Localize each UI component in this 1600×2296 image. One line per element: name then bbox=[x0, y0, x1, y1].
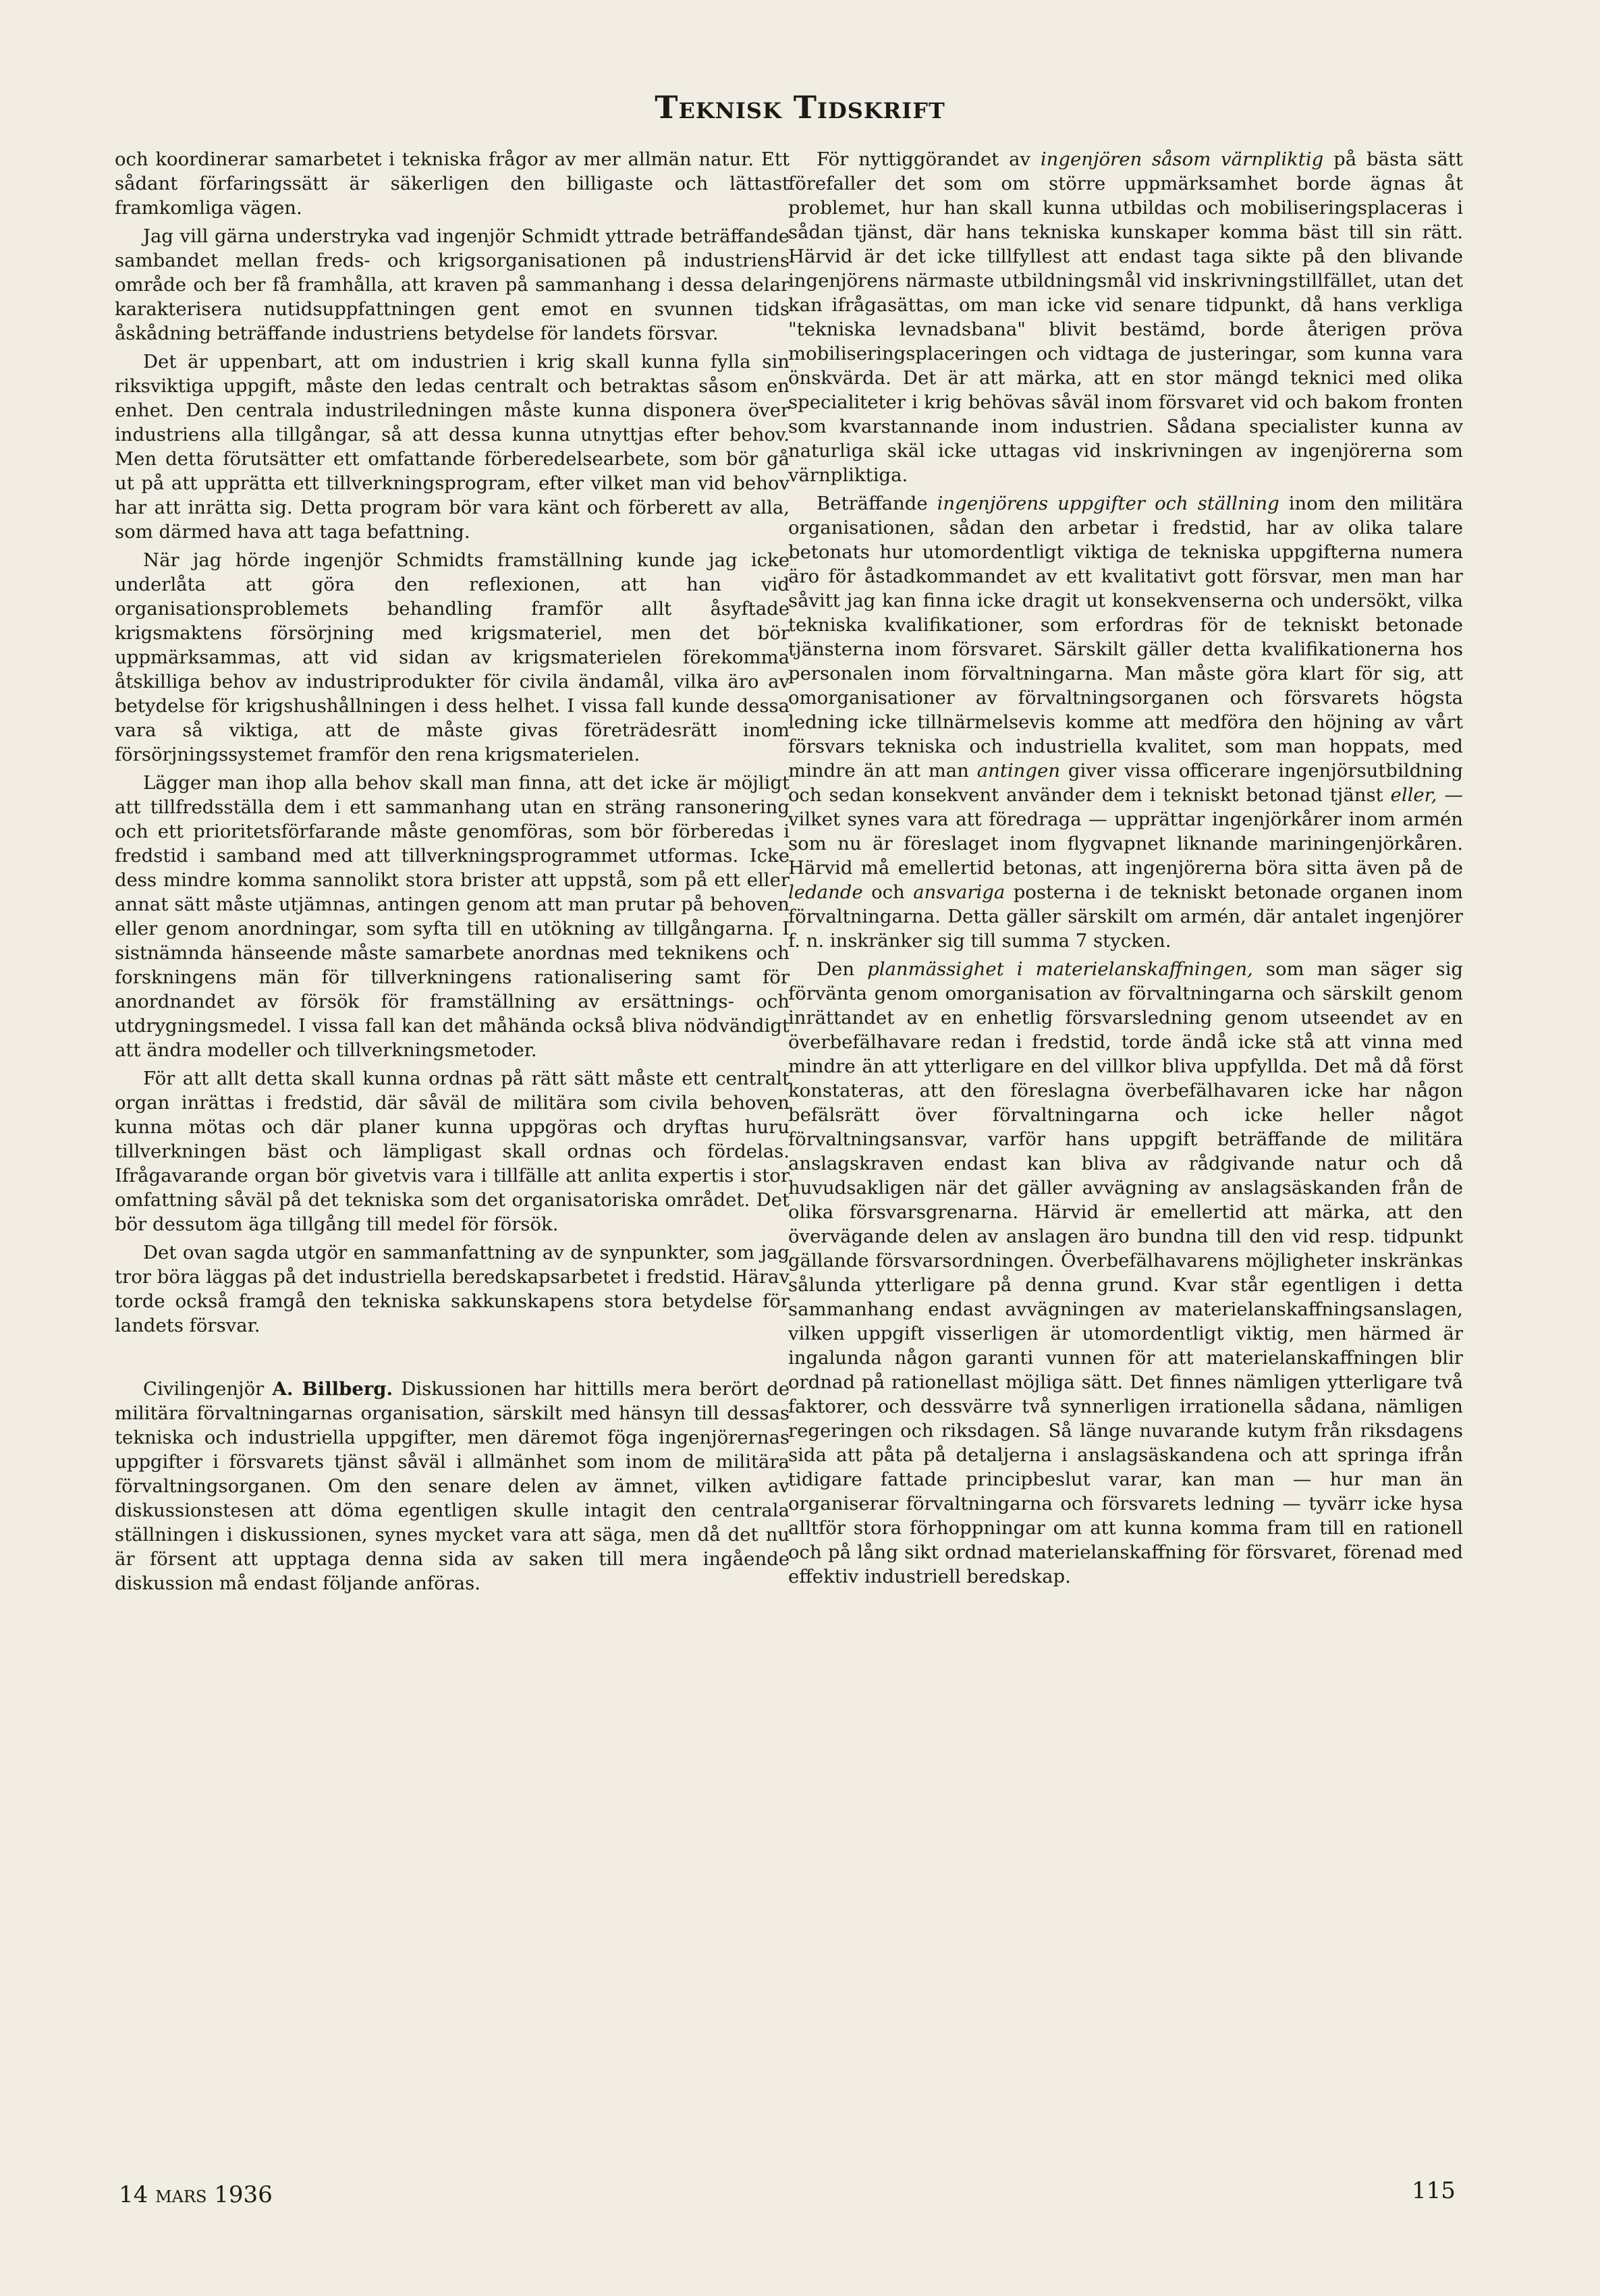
emphasis: eller, bbox=[1390, 784, 1437, 806]
text: För nyttiggörandet av bbox=[817, 148, 1031, 170]
right-column bbox=[788, 147, 1463, 1593]
paragraph: Jag vill gärna understryka vad ingenjör Schmidt yttrade beträffande sambandet mellan freds- och krigsorganisationen på industriens område och ber få framhålla, att kraven på sammanhang i dessa delar karakterisera nutidsuppfattningen gent emot en svunnen tids åskådning beträffande industriens betydelse för landets försvar. bbox=[115, 225, 790, 344]
text: posterna i de tekniskt betonade organen inom förvaltningarna. Detta gäller särskilt om armén, där antalet ingenjörer f. n. inskränker sig till summa 7 stycken. bbox=[788, 881, 1464, 952]
paragraph bbox=[788, 147, 1463, 487]
emphasis: ansvariga bbox=[913, 881, 1005, 903]
emphasis: antingen bbox=[976, 760, 1060, 782]
speaker-name: A. Billberg. bbox=[272, 1378, 393, 1400]
paragraph: Det är uppenbart, att om industrien i krig skall kunna fylla sin riksviktiga uppgift, måste den ledas centralt och betraktas såsom en enhet. Den centrala industriledningen måste kunna disponera över industriens alla tillgångar, så att dessa kunna utnyttjas efter behov. Men detta förutsätter ett omfattande förberedelsearbete, som bör gå ut på att upprätta ett tillverkningsprogram, efter vilket man vid behov har att inrätta sig. Detta program bör vara känt och förberett av alla, som därmed hava att taga befattning. bbox=[115, 351, 790, 543]
paragraph: När jag hörde ingenjör Schmidts framställning kunde jag icke underlåta att göra den reflexionen, att han vid organisationsproblemets behandling framför allt åsyftade krigsmaktens försörjning med krigsmateriel, men det bör uppmärksammas, att vid sidan av krigsmaterielen förekomma åtskilliga behov av industriprodukter för civila ändamål, vilka äro av betydelse för krigshushållningen i dess helhet. I vissa fall kunde dessa vara så viktiga, att de måste givas företrädesrätt inom försörjningssystemet framför den rena krigsmaterielen. bbox=[115, 549, 790, 765]
page-number: 115 bbox=[1412, 2177, 1456, 2204]
paragraph bbox=[788, 957, 1463, 1589]
emphasis: ledande bbox=[788, 881, 863, 903]
text: — vilket synes vara att föredraga — upprättar ingenjörkårer inom armén som nu är föreslaget inom flygvapnet liknande mariningenjörkåren. Härvid må emellertid betonas, att ingenjörerna böra sitta även på de bbox=[788, 784, 1463, 879]
journal-masthead: Teknisk Tidskrift bbox=[655, 89, 945, 126]
emphasis: ingenjörens uppgifter och ställning bbox=[937, 493, 1279, 514]
paragraph bbox=[788, 491, 1463, 953]
issue-date: 14 mars 1936 bbox=[119, 2181, 273, 2208]
text: som man säger sig förvänta genom omorganisation av förvaltningarna och särskilt genom inrättandet av en enhetlig försvarsledning genom utseendet av en överbefälhavare redan i fredstid, torde ändå icke stå att vinna med mindre än att ytterligare en del villkor bliva uppfyllda. Det må då först konstateras, att den föreslagna överbefälhavaren icke har någon befälsrätt över förvaltningarna och icke heller något förvaltningsansvar, varför hans uppgift beträffande de militära anslagskraven endast kan bliva av rådgivande natur och då huvudsakligen när det gäller avvägning av anslagsäskanden från de olika försvarsgrenarna. Härvid är emellertid att märka, att den övervägande delen av anslagen äro bundna till den vid resp. tidpunkt gällande försvarsordningen. Överbefälhavarens möjligheter inskränkas sålunda ytterligare på denna grund. Kvar står egentligen i detta sammanhang endast avvägningen av materielanskaffningsanslagen, vilken uppgift visserligen är utomordentligt viktig, men härmed är ingalunda någon garanti vunnen för att materielanskaffningen blir ordnad på rationellast möjliga sätt. Det finnes nämligen ytterligare två faktorer, och dessvärre två synnerligen irrationella sådana, nämligen regeringen och riksdagen. Så länge nuvarande kutym från riksdagens sida att påta på detaljerna i anslagsäskandena och att springa ifrån tidigare fattade principbeslut varar, kan man — hur man än organiserar förvaltningarna och försvarets ledning — tyvärr icke hysa alltför stora förhoppningar om att kunna komma fram till en rationell och på lång sikt ordnad materielanskaffning för försvaret, förenad med effektiv industriell beredskap. bbox=[788, 958, 1463, 1587]
paragraph: Det ovan sagda utgör en sammanfattning av de synpunkter, som jag tror böra läggas på det industriella beredskapsarbetet i fredstid. Härav torde också framgå den tekniska sakkunskapens stora betydelse för landets försvar. bbox=[115, 1242, 790, 1336]
paragraph: Lägger man ihop alla behov skall man finna, att det icke är möjligt att tillfredsställa dem i ett sammanhang utan en sträng ransonering och ett prioritetsförfarande måste genomföras, som bör förberedas i fredstid i samband med att tillverkningsprogrammet utformas. Icke dess mindre komma sannolikt stora brister att uppstå, som på ett eller annat sätt måste utjämnas, antingen genom att man prutar på behoven eller genom anordningar, som syfta till en utökning av tillgångarna. I sistnämnda hänseende måste samarbete anordnas med teknikens och forskningens män för tillverkningens rationalisering samt för anordnandet av försök för framställning av ersättnings- och utdrygningsmedel. I vissa fall kan det måhända också bliva nödvändigt att ändra modeller och tillverkningsmetoder. bbox=[115, 772, 790, 1061]
speaker-text: Diskussionen har hittills mera berört de militära förvaltningarnas organisation, särskilt med hänsyn till dessas tekniska och industriella uppgifter, men däremot föga ingenjörernas uppgifter i försvarets tjänst såväl i allmänhet som inom de militära förvaltningsorganen. Om den senare delen av ämnet, vilken av diskussionstesen att döma egentligen skulle intagit den centrala ställningen i diskussionen, synes mycket vara att säga, men då det nu är försent att upptaga denna sida av saken till mera ingående diskussion må endast följande anföras. bbox=[115, 1378, 790, 1594]
text: inom den militära organisationen, sådan den arbetar i fredstid, har av olika talare betonats hur utomordentligt viktiga de tekniska uppgifterna numera äro för åstadkommandet av ett kvalitativt gott försvar, men man har såvitt jag kan finna icke dragit ut konsekvenserna och undersökt, vilka tekniska kvalifikationer, som erfordras för de tekniskt betonade tjänsterna inom försvaret. Särskilt gäller detta kvalifikationerna hos personalen inom förvaltningarna. Man måste göra klart för sig, att omorganisationer av förvaltningsorganen och försvarets högsta ledning icke tillnärmelsevis komme att medföra den höjning av vårt försvars tekniska och industriella kvalitet, som man hoppats, med mindre än att man bbox=[788, 493, 1463, 782]
speaker-paragraph bbox=[115, 1377, 790, 1595]
emphasis: planmässighet i materielanskaffningen, bbox=[867, 958, 1253, 980]
text: och bbox=[871, 881, 905, 903]
text: på bästa sätt förefaller det som om större uppmärksamhet borde ägnas åt problemet, hur han skall kunna utbildas och mobiliseringsplaceras i sådan tjänst, där hans tekniska kunskaper komma bäst till sin rätt. Härvid är det icke tillfyllest att endast taga sikte på den blivande ingenjörens närmaste utbildningsmål vid inskrivningstillfället, utan det kan ifrågasättas, om man icke vid senare tidpunkt, då hans verkliga "tekniska levnadsbana" blivit bestämd, borde återigen pröva mobiliseringsplaceringen och vidtaga de justeringar, som kunna vara önskvärda. Det är att märka, att en stor mängd teknici med olika specialiteter i krig behövas såväl inom försvaret vid och bakom fronten som kvarstannande inom industrien. Sådana specialister kunna av naturliga skäl icke uttagas vid inskrivningen av ingenjörerna som värnpliktiga. bbox=[788, 148, 1463, 486]
text: giver vissa officerare ingenjörsutbildning och sedan konsekvent använder dem i tekniskt betonad tjänst bbox=[788, 760, 1463, 806]
left-column bbox=[115, 147, 790, 1600]
text: Beträffande bbox=[817, 493, 928, 514]
text: Den bbox=[817, 958, 855, 980]
emphasis: ingenjören såsom värnpliktig bbox=[1040, 148, 1324, 170]
speaker-title: Civilingenjör bbox=[143, 1378, 265, 1400]
paragraph: För att allt detta skall kunna ordnas på rätt sätt måste ett centralt organ inrättas i fredstid, där såväl de militära som civila behoven kunna mötas och där planer kunna uppgöras och dryftas huru tillverkningen bäst och lämpligast skall ordnas och fördelas. Ifrågavarande organ bör givetvis vara i tillfälle att anlita expertis i stor omfattning såväl på det tekniska som det organisatoriska området. Det bör dessutom äga tillgång till medel för försök. bbox=[115, 1068, 790, 1235]
paragraph: och koordinerar samarbetet i tekniska frågor av mer allmän natur. Ett sådant förfaringssätt är säkerligen den billigaste och lättast framkomliga vägen. bbox=[115, 148, 790, 219]
